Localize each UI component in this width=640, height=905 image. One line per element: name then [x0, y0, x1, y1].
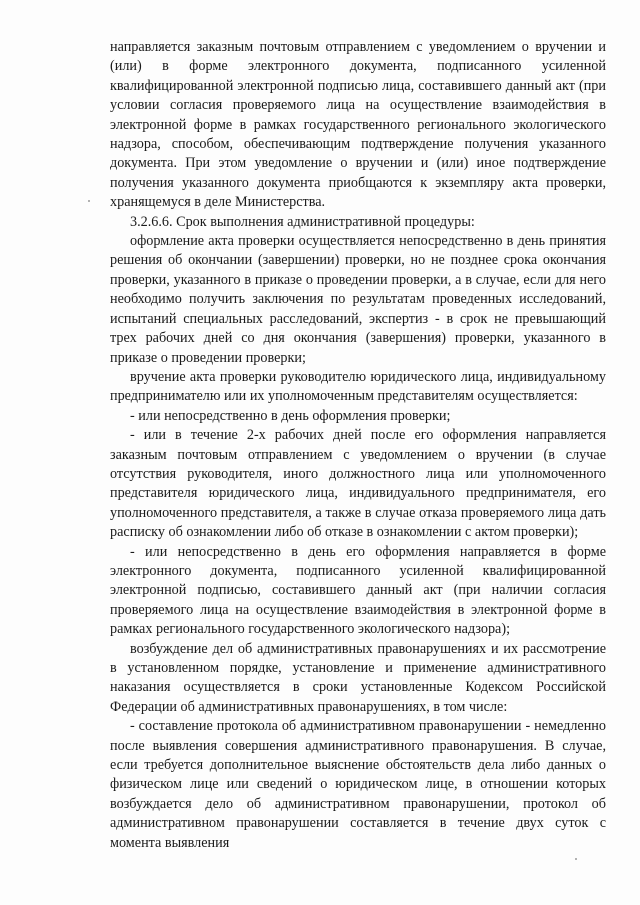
- paragraph-administrative-cases: возбуждение дел об административных правонарушениях и их рассмотрение в установленном порядке, установление и применение административного наказания осуществляется в сроки установленные Кодексом Российской Федерации об административных правонарушениях, в том числе:: [110, 640, 606, 715]
- scan-speck: [575, 858, 577, 860]
- list-item-protocol: - составление протокола об административном правонарушении - немедленно после выявления совершения административного правонарушения. В случае, если требуется дополнительное выяснение обстоятельств дела либо данных о физическом лице или сведений о юридическом лице, в отношении которых возбуждается дело об административном правонарушении, протокол об административном правонарушении составляется в течение двух суток с момента выявления: [110, 718, 606, 851]
- list-item-electronic: - или непосредственно в день его оформления направляется в форме электронного документа, подписанного усиленной квалифицированной электронной подписью, составившего данный акт (при наличии согласия проверяемого лица на осуществление взаимодействия в электронной форме в рамках регионального государственного экологического надзора);: [110, 543, 606, 638]
- list-item-mail: - или в течение 2-х рабочих дней после его оформления направляется заказным почтовым отправлением с уведомлением о вручении (в случае отсутствия руководителя, иного должностного лица или уполномоченного представителя юридического лица, индивидуального предпринимателя, его уполномоченного представителя, а также в случае отказа проверяемого лица дать расписку об ознакомлении либо об отказе в ознакомлении с актом проверки);: [110, 427, 606, 541]
- paragraph-act-preparation: оформление акта проверки осуществляется непосредственно в день принятия решения об окончании (завершении) проверки, но не позднее срока окончания проверки, указанного в приказе о проведении проверки, а в случае, если для него необходимо получить заключения по результатам проведенных исследований, испытаний специальных расследований, экспертиз - в срок не превышающий трех рабочих дней со дня окончания (завершения) проверки, указанного в приказе о проведении проверки;: [110, 233, 606, 366]
- paragraph-act-delivery: вручение акта проверки руководителю юридического лица, индивидуальному предпринимателю или их уполномоченным представителям осуществляется:: [110, 368, 606, 405]
- scan-speck: [88, 200, 90, 202]
- paragraph-continuation: направляется заказным почтовым отправлением с уведомлением о вручении и (или) в форме электронного документа, подписанного усиленной квалифицированной электронной подписью лица, составившего данный акт (при условии согласия проверяемого лица на осуществление взаимодействия в электронной форме в рамках государственного регионального экологического надзора, способом, обеспечивающим подтверждение получения указанного документа. При этом уведомление о вручении и (или) иное подтверждение получения указанного документа приобщаются к экземпляру акта проверки, хранящемуся в деле Министерства.: [110, 39, 606, 211]
- paragraph-section-heading: 3.2.6.6. Срок выполнения административной процедуры:: [130, 213, 475, 230]
- document-body: [110, 38, 606, 853]
- list-item-same-day: - или непосредственно в день оформления проверки;: [130, 407, 451, 424]
